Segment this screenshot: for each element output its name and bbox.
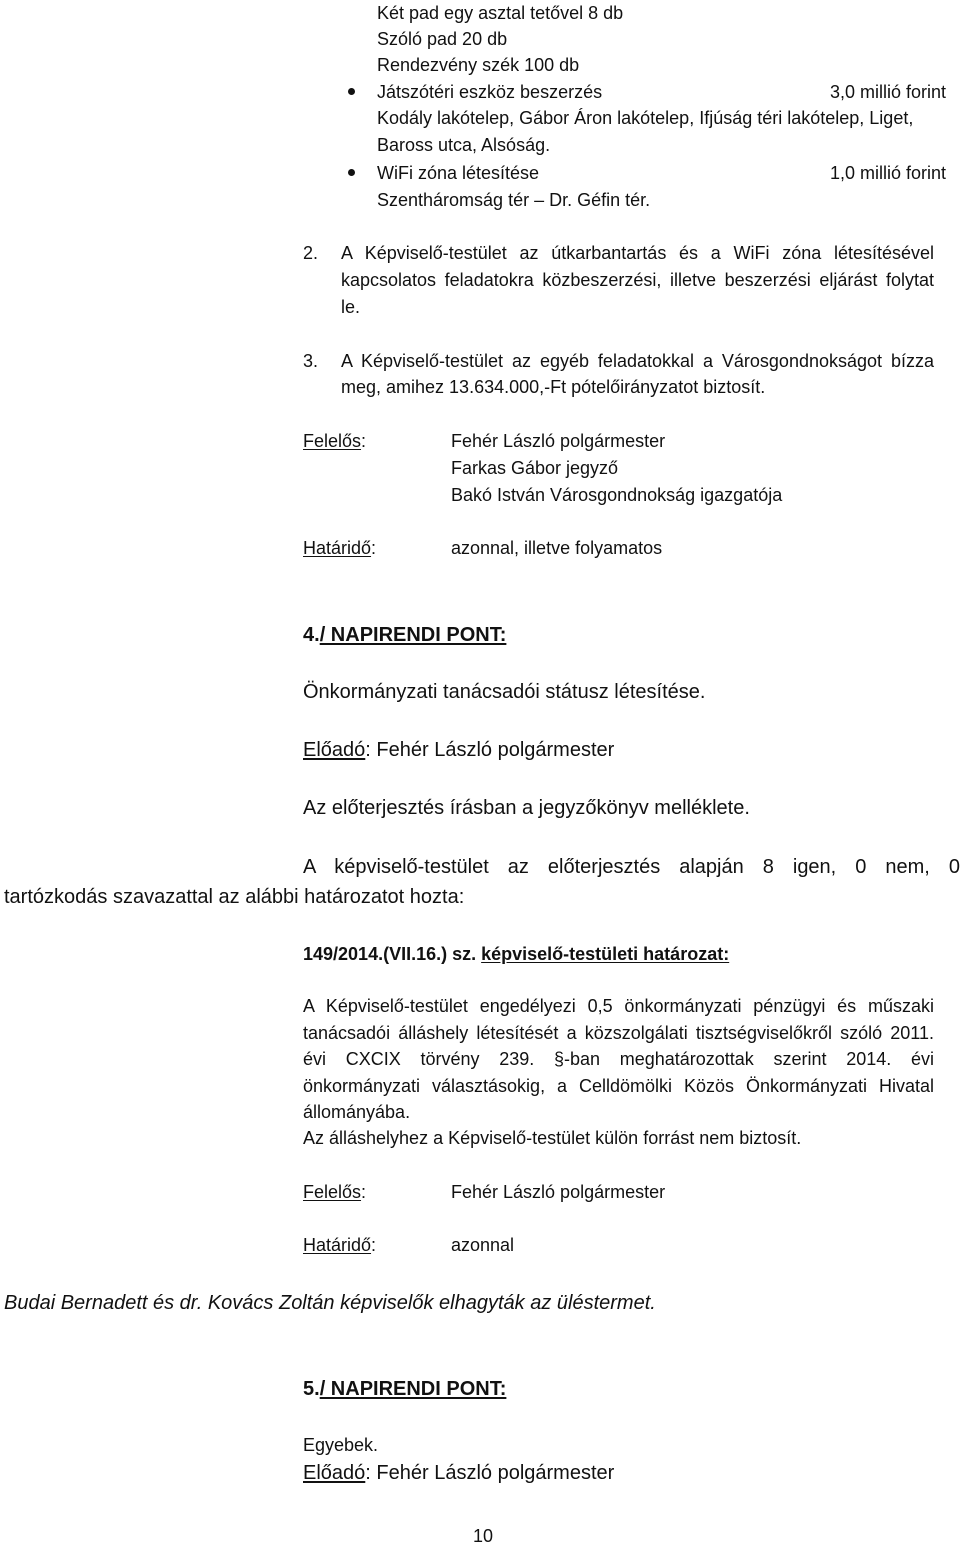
point-number: 2. <box>303 243 319 263</box>
resolution-body: állományába. <box>303 1102 411 1122</box>
departure-note: Budai Bernadett és dr. Kovács Zoltán képviselők elhagyták az üléstermet. <box>4 1292 656 1314</box>
agenda-subject: Egyebek. <box>303 1435 379 1455</box>
bullet-detail: Baross utca, Alsóság. <box>377 135 551 155</box>
agenda-heading: 4./ NAPIRENDI PONT: <box>303 624 507 646</box>
point-text: kapcsolatos feladatokra közbeszerzési, illetve beszerzési eljárást folytat <box>341 270 934 290</box>
page-number: 10 <box>473 1526 494 1546</box>
eloado-line: Előadó: Fehér László polgármester <box>303 1462 615 1484</box>
bullet-amount: 1,0 millió forint <box>829 163 946 183</box>
bullet-label: Játszótéri eszköz beszerzés <box>377 82 603 102</box>
hatarido-label: Határidő: <box>303 538 377 558</box>
bullet-label: WiFi zóna létesítése <box>377 163 540 183</box>
vote-text: tartózkodás szavazattal az alábbi határozatot hozta: <box>4 886 465 908</box>
resolution-body: tanácsadói álláshely létesítését a közszolgálati tisztségviselőkről szóló 2011. <box>303 1023 934 1043</box>
felelos-label: Felelős: <box>303 431 367 451</box>
responsible-person: Fehér László polgármester <box>451 1182 666 1202</box>
point-number: 3. <box>303 351 319 371</box>
resolution-heading: 149/2014.(VII.16.) sz. képviselő-testületi határozat: <box>303 944 730 964</box>
point-text: le. <box>341 297 361 317</box>
bullet-detail: Kodály lakótelep, Gábor Áron lakótelep, Ifjúság téri lakótelep, Liget, <box>377 108 914 128</box>
resolution-body: évi CXCIX törvény 239. §-ban meghatározottak szerint 2014. évi <box>303 1049 934 1069</box>
bullet-amount: 3,0 millió forint <box>829 82 946 102</box>
bullet-detail: Szentháromság tér – Dr. Géfin tér. <box>377 190 651 210</box>
item-line: Rendezvény szék 100 db <box>377 55 580 75</box>
bullet-icon <box>348 169 355 176</box>
resolution-body: önkormányzati választásokig, a Celldömölki Közös Önkormányzati Hivatal <box>303 1076 934 1096</box>
item-line: Két pad egy asztal tetővel 8 db <box>377 3 624 23</box>
responsible-person: Farkas Gábor jegyző <box>451 458 619 478</box>
bullet-icon <box>348 88 355 95</box>
responsible-person: Bakó István Városgondnokság igazgatója <box>451 485 783 505</box>
item-line: Szóló pad 20 db <box>377 29 508 49</box>
felelos-label: Felelős: <box>303 1182 367 1202</box>
point-text: A Képviselő-testület az útkarbantartás és a WiFi zóna létesítésével <box>341 243 934 263</box>
eloado-line: Előadó: Fehér László polgármester <box>303 739 615 761</box>
deadline-value: azonnal, illetve folyamatos <box>451 538 663 558</box>
resolution-body: A Képviselő-testület engedélyezi 0,5 önkormányzati pénzügyi és műszaki <box>303 996 934 1016</box>
point-text: A Képviselő-testület az egyéb feladatokkal a Városgondnokságot bízza <box>341 351 934 371</box>
agenda-subject: Önkormányzati tanácsadói státusz létesítése. <box>303 681 706 703</box>
deadline-value: azonnal <box>451 1235 515 1255</box>
responsible-person: Fehér László polgármester <box>451 431 666 451</box>
funding-note: Az álláshelyhez a Képviselő-testület külön forrást nem biztosít. <box>303 1128 802 1148</box>
hatarido-label: Határidő: <box>303 1235 377 1255</box>
point-text: meg, amihez 13.634.000,-Ft pótelőirányzatot biztosít. <box>341 377 766 397</box>
vote-text: A képviselő-testület az előterjesztés alapján 8 igen, 0 nem, 0 <box>303 856 960 878</box>
attachment-note: Az előterjesztés írásban a jegyzőkönyv melléklete. <box>303 797 750 819</box>
agenda-heading: 5./ NAPIRENDI PONT: <box>303 1378 507 1400</box>
